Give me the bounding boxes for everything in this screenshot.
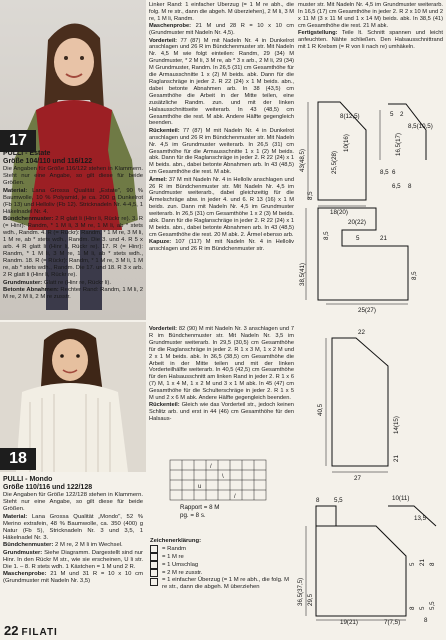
legend-symbol-edge [150,545,158,553]
schem18-label-2: 40,5 [317,403,324,416]
stitch-chart-rapport: Rapport = 8 M [180,504,220,511]
pattern17-col2 [149,2,294,318]
pattern18-col1 [3,476,143,618]
pattern17-sleeves-label: Ärmel: [149,176,168,183]
schem17-label-10: 2 [400,111,404,118]
schem18-label-3: 27 [354,475,361,482]
svg-text:\: \ [222,474,224,480]
pattern17-back: 77 (87) M mit Nadeln Nr. 4 in Dunkelrot anschlagen und 26 R im Bündchenmuster str. Mit Nadeln Nr. 4,5 im Grundmuster weiterarb. In 26,5 (31) cm Gesamthöhe für die Armausschnitte 1 x 1 (2) M beids. abk. Dann für die Raglanschräge in jeder 2. R 22 (24) x 1 M beids. abn., dabei betonte Abnahmen arb. In 43 (48,5) cm Gesamthöhe die rest. M abk. [149,127,294,176]
pattern17-dec-label: Betonte Abnahmen: [3,287,59,293]
pattern17-collar: 107 (117) M mit Nadeln Nr. 4 in Helloliv anschlagen und 26 R im Bündchenmuster str. [149,239,294,253]
pattern-badge-18: 18 [0,448,36,470]
schem18-label-11: 36,5(37,5) [297,577,304,606]
pattern17-col2-text: Linker Rand: 1 einfacher Überzug (= 1 M re abh., die folg. M re str., dann die abgeh. M überziehen), 2 M li, 3 M re, 1 M li, Randm. [149,2,294,22]
schem18-label-10: 29,5 [307,593,314,606]
legend [150,538,295,591]
pattern18-ribs: 2 M re, 2 M li im Wechsel. [55,542,123,548]
legend-text-knit: = 1 M re [162,553,184,560]
pattern18-col2 [149,326,294,452]
legend-text-k2tog: = 2 M re zusstr. [162,569,203,576]
schem18-label-20: 8 [424,617,428,624]
schem18-label-9: 13,5 [414,515,427,522]
pattern17-base-label: Grundmuster: [3,279,43,286]
pattern18-base: Siehe Diagramm. Dargestellt sind nur Hinr. In den Rückr M str., wie sie erscheinen, U li str. Die 1. – 8. R stets wdh. 1 Kästchen = 1 M und 2 R. [3,549,143,570]
pattern17-dec: Rechter Rand: Randm, 1 M li, 2 M re, 2 M li, 2 M re zusstr. [3,287,143,300]
schem18-label-5: 21 [393,455,400,462]
pattern18-base-label: Grundmuster: [3,549,43,556]
schem18-label-15: 5,5 [429,601,436,610]
legend-row-k2tog [150,569,295,577]
sleeve-raglan-outline [388,104,426,160]
schem17-label-17: 5 [356,235,360,242]
pattern18-title: PULLI - Mondo [3,476,53,483]
pattern17-material: Lana Grossa Qualität „Estate", 90 % Baumwolle, 10 % Polyamid, je ca. 200 g Dunkelrot (Fb 13) und Helloliv (Fb 12). Stricknadeln Nr. 4-4,5, 1 Häkelnadel Nr. 4. [3,187,143,215]
legend-row-edge [150,545,295,553]
pattern18-mesh-label: Maschenprobe: [3,571,47,577]
schematics-pattern-18 [296,326,446,626]
schem17-label-6: 18(20) [330,209,348,216]
schem18-label-18: 8 [429,562,436,566]
page-number: 22 [4,623,19,638]
schem17-label-1: 8(12,5) [340,113,360,120]
legend-text-edge: = Randm [162,545,187,552]
pattern17-col2-mesh: 21 M und 28 R = 10 x 10 cm (Grundmuster mit Nadeln Nr. 4,5). [149,23,294,37]
schem17-label-11: 6 [392,169,396,176]
pattern18-material: Lana Grossa Qualität „Mondo", 52 % Merino extrafein, 48 % Baumwolle, ca. 350 (400) g Natur (Fb 5), Stricknadeln Nr. 3 und 3,5, 1 Häkelnadel Nr. 3. [3,513,143,541]
pattern17-finish: Teile lt. Schnitt spannen und leicht anfeuchten. Nähte schließen. Den Halsausschnittrand mit 1 R Krebsm (= R von li nach re) umhäkeln. [298,30,443,50]
pattern17-col2-mesh-label: Maschenprobe: [149,23,192,30]
pattern18-intro: Die Angaben für Größe 122/128 stehen in Klammern. Steht nur eine Angabe, so gilt diese für beide Größen. [3,492,143,512]
legend-row-knit [150,553,295,561]
pattern18-size: Größe 110/116 und 122/128 [3,484,93,491]
schem17-label-5: 8,5 [307,191,314,200]
pattern17-ribs-label: Bündchenmuster: [3,216,54,222]
photo-pattern-18 [0,322,146,472]
schem17-label-9: 5 [390,111,394,118]
pattern17-col3 [298,2,443,90]
schem17-label-21: 8 [408,183,412,190]
pattern18-back-label: Rückenteil: [149,402,180,409]
schem17-label-13: 20(22) [348,219,366,226]
page-footer [4,623,58,638]
front18-piece-outline [332,338,388,466]
legend-row-yarnover [150,561,295,569]
pattern17-collar-label: Kapuze: [149,239,172,246]
schem17-label-4: 43(48,5) [299,148,306,172]
pattern18-material-label: Material: [3,513,28,520]
pattern17-intro: Die Angaben für Größe 116/122 stehen in Klammern. Steht nur eine Angabe, so gilt diese für beide Größen. [3,166,143,186]
stitch-chart-pg: pg. = 8 s. [180,512,206,519]
sleeve18-cap-outline [316,506,336,526]
pattern17-back-label: Rückenteil: [149,127,180,134]
schem18-label-8: 10(11) [392,495,410,502]
brand-name: FILATI [21,627,58,638]
schem17-label-18: 8,5 [411,271,418,280]
pattern18-ribs-label: Bündchenmuster: [3,542,54,548]
pattern18-mesh: 21 M und 31 R = 10 x 10 cm (Grundmuster mit Nadeln Nr. 3,5) [3,571,143,584]
schem17-label-15: 8,5 [323,231,330,240]
schem18-label-17: 21 [419,559,426,566]
schem17-label-20: 6,5 [392,183,401,190]
svg-text:u: u [198,484,202,490]
schem17-label-8: 16,5(17) [395,132,402,156]
legend-symbol-yarnover [150,561,158,569]
legend-text-yarnover: = 1 Umschlag [162,561,199,568]
schem17-label-19: 25(27) [358,307,376,314]
pattern17-material-label: Material: [3,187,28,194]
legend-row-ssk [150,577,295,591]
schem18-label-7: 5,5 [334,497,343,504]
schem17-label-7: 8,5(10,5) [408,123,433,130]
pattern17-front: 77 (87) M mit Nadeln Nr. 4 in Dunkelrot anschlagen und 26 R im Bündchenmuster str. Mit Nadeln Nr. 4,5 M wie folgt einteilen: Randm, 29 (34) M Grundmuster, * 2 M li, 3 M re, ab * 3 x arb., 2 M li, 29 (34) M Grundmuster, Randm. In 26,5 (31) cm Gesamthöhe für die Armausschnitte 1 x (2) M beids. abk. Dann für die Raglanschräge in jeder 2. R 22 (24) x 1 M beids. abn., dabei betonte Abnahmen arb. In 38 (43,5) cm Gesamthöhe die Arbeit in der Mitte teilen, eine zusätzliche Randm. zun. und mit der linken Halsausschnittseite weiterarb. In 43 (48,5) cm Gesamthöhe die rest. M abk. Andere Hälfte gegengleich beenden. [149,37,294,127]
schem17-label-16: 21 [380,235,387,242]
legend-symbol-ssk [150,578,158,586]
schem18-label-14: 5 [419,606,426,610]
pattern17-col1 [3,150,143,315]
schem18-label-13: 8 [409,606,416,610]
schem18-label-4: 14(15) [393,416,400,434]
schem17-label-14: 38,5(41) [299,262,306,286]
schem18-label-16: 5 [409,562,416,566]
pattern17-size: Größe 104/110 und 116/122 [3,158,93,165]
schem17-label-3: 25,5(28) [331,150,338,174]
pattern-badge-17: 17 [0,130,36,152]
legend-symbol-knit [150,553,158,561]
schematics-pattern-17 [296,90,446,322]
pattern18-back: Gleich wie das Vorderteil str., jedoch keinen Schlitz arb. und erst in 44 (46) cm Gesamthöhe für den Halsaus- [149,402,294,423]
schem17-label-12: 8,5 [380,169,389,176]
legend-symbol-k2tog [150,569,158,577]
svg-text:/: / [210,464,212,470]
legend-title: Zeichenerklärung: [150,538,202,544]
schem18-label-1: 22 [358,329,365,336]
pattern17-title: PULLI - Estate [3,150,51,157]
stitch-chart [160,456,280,520]
pattern17-col3-text: muster str. Mit Nadeln Nr. 4,5 im Grundmuster weiterarb. In 16,5 (17) cm Gesamthöhe in jeder 2. R 2 x 10 M und 2 x 11 M (3 x 11 M und 1 x 14 M) beids. abk. In 38,5 (41) cm Gesamthöhe die rest. 21 M abk. [298,2,443,29]
pattern18-front-label: Vorderteil: [149,326,178,332]
schem18-label-6: 8 [316,497,320,504]
schem18-label-12: 19(21) [340,619,358,626]
schem17-label-2: 10(16) [343,134,350,152]
pattern18-front: 82 (90) M mit Nadeln Nr. 3 anschlagen und 7 R im Bündchenmuster str. Mit Nadeln Nr. 3,5 im Grundmuster weiterarb. In 29,5 (30,5) cm Gesamthöhe für die Raglanschräge in jeder 2. R 1 x 3 M, 1 x 2 M und 2 x 1 M beids. abk. In 36,5 (38,5) cm Gesamthöhe die Arbeit in der Mitte teilen und mit der linken Vorderteilhälfte weiterarb. In 40,5 (42,5) cm Gesamthöhe für den Halsausschnitt am linken Rand in jeder 2. R 1 x 6 (7) M, 1 x 4 M, 1 x 2 M und 3 x 1 M abk. In 45 (47) cm Gesamthöhe für die Schulterschräge in jeder 2. R 1 x 5 M und 2 x 6 M abk. Andere Hälfte gegengleich beenden. [149,326,294,402]
pattern17-front-label: Vorderteil: [149,37,178,44]
back18-raglan-outline [388,506,436,526]
legend-text-ssk: = 1 einfacher Überzug (= 1 M re abh., die folg. M re str., dann die abgeh. M überziehen [162,577,290,590]
schem18-label-19: 7(7,5) [384,619,401,626]
pattern17-sleeves: 37 M mit Nadeln Nr. 4 in Helloliv anschlagen und 26 R im Bündchenmuster str. Mit Nadeln Nr. 4,5 im Grundmuster weiterarb., dabei gleichzeitig für die Ärmelschräge abw. in jeder 4. und 6. R 13 (16) x 1 M beids. zun. Dann mit Nadeln Nr. 4,5 im Grundmuster weiterarb. In 26,5 (31) cm Gesamthöhe 1 x 2 (3) M beids. abk. Dann für die Raglanschräge in jeder 2. R 22 (24) x 1 M beids. abn., dabei betonte Abnahmen arb. In 43 (48,5) cm Gesamthöhe die rest. 20 M abk. 2. Ärmel ebenso arb. [149,176,294,238]
pattern17-finish-label: Fertigstellung: [298,30,338,37]
sleeve18-piece-outline [316,526,406,616]
svg-text:/: / [234,494,236,500]
pattern17-base: Glatt re (Hinr re, Rückr li). [43,279,112,286]
pattern17-ribs: 2 R glatt li (Hinr li, Rückr re). 3. R (= Hinr): Randm, * 1 M li, 3 M re, 1 M li, ab * stets wdh., Randm. 4. R (= Rückr): Randm, * 1 M re, 3 M li, 1 M re, ab * stets wdh., Randm. Die 3. und 4. R 5 x arb. 4 R glatt li (Hinr li, Rückr re). 17. R (= Hinr): Randm, * 1 M li, 3 M re, 1 M li, ab * stets wdh., Randm. 18. R (= Rückr): Randm, * 1 M re, 3 M li, 1 M re, ab * stets wdh., Randm. Die 17. und 18. R 3 x arb. 2 R glatt li (Hinr li, Rückr re). [3,216,143,278]
